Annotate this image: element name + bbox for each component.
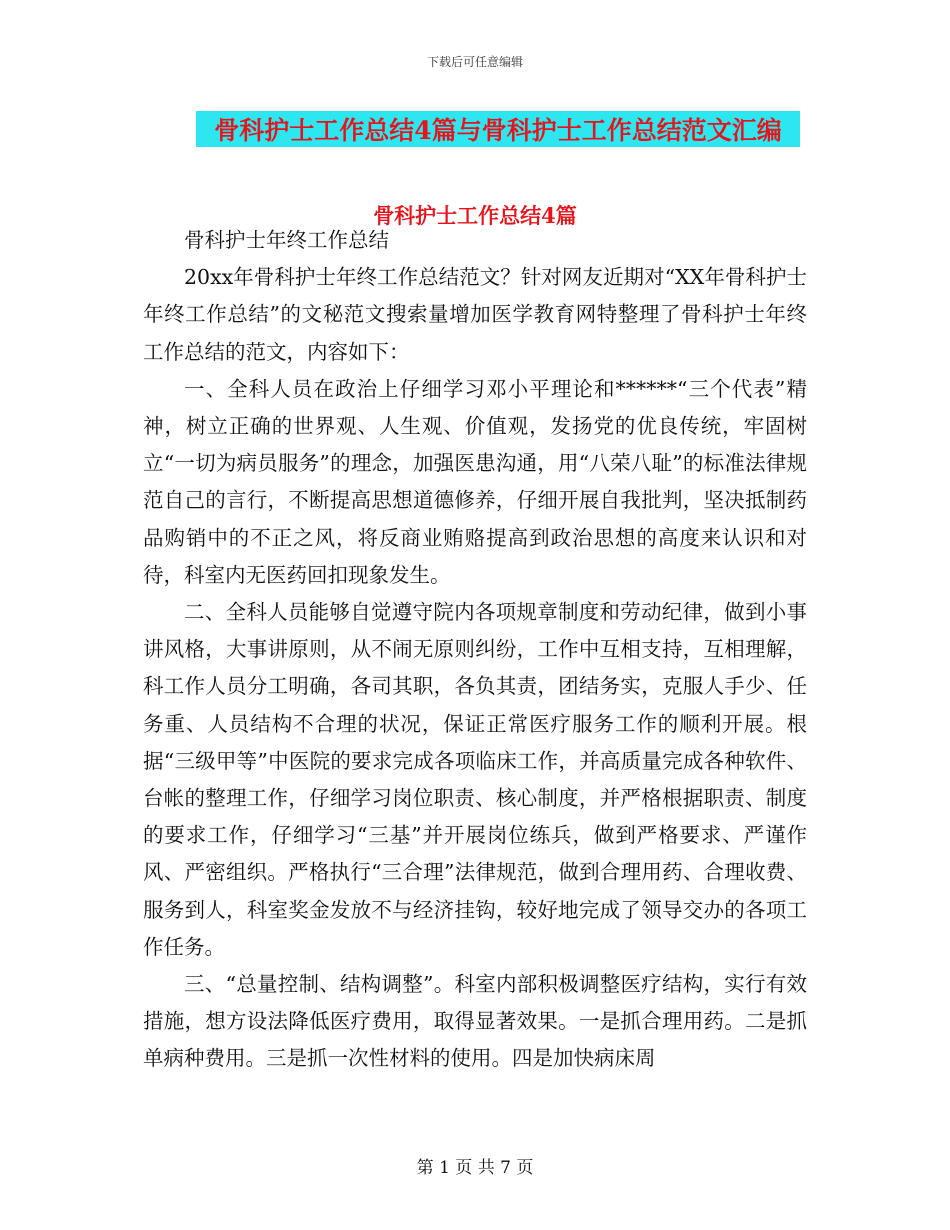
main-title-highlight (196, 111, 800, 147)
header-note: 下载后可任意编辑 (426, 55, 523, 69)
paragraph-two: 二、全科人员能够自觉遵守院内各项规章制度和劳动纪律，做到小事讲风格，大事讲原则，从不闹无原则纠纷，工作中互相支持，互相理解，科工作人员分工明确，各司其职，各负其责，团结务实，克服人手少、任务重、人员结构不合理的状况，保证正常医疗服务工作的顺利开展。根据“三级甲等”中医院的要求完成各项临床工作，并高质量完成各种软件、台帐的整理工作，仔细学习岗位职责、核心制度，并严格根据职责、制度的要求工作，仔细学习“三基”并开展岗位练兵，做到严格要求、严谨作风、严密组织。严格执行“三合理”法律规范，做到合理用药、合理收费、服务到人，科室奖金发放不与经济挂钩，较好地完成了领导交办的各项工作任务。 (143, 600, 807, 959)
section-title: 骨科护士工作总结4篇 (373, 203, 577, 228)
document-body (143, 222, 807, 1078)
paragraph-three: 三、“总量控制、结构调整”。科室内部积极调整医疗结构，实行有效措施，想方设法降低医疗费用，取得显著效果。一是抓合理用药。二是抓单病种费用。三是抓一次性材料的使用。四是加快病床周 (143, 972, 807, 1071)
main-title: 骨科护士工作总结4篇与骨科护士工作总结范文汇编 (214, 116, 782, 145)
paragraph-subtitle: 骨科护士年终工作总结 (184, 228, 389, 252)
paragraph-intro: 20xx年骨科护士年终工作总结范文？针对网友近期对“XX年骨科护士年终工作总结”的文秘范文搜索量增加医学教育网特整理了骨科护士年终工作总结的范文，内容如下： (143, 265, 807, 364)
paragraph-one: 一、全科人员在政治上仔细学习邓小平理论和******“三个代表”精神，树立正确的世界观、人生观、价值观，发扬党的优良传统，牢固树立“一切为病员服务”的理念，加强医患沟通，用“八荣八耻”的标准法律规范自己的言行，不断提高思想道德修养，仔细开展自我批判，坚决抵制药品购销中的不正之风，将反商业贿赂提高到政治思想的高度来认识和对待，科室内无医药回扣现象发生。 (143, 376, 807, 587)
page-indicator: 第 1 页 共 7 页 (416, 1158, 534, 1178)
